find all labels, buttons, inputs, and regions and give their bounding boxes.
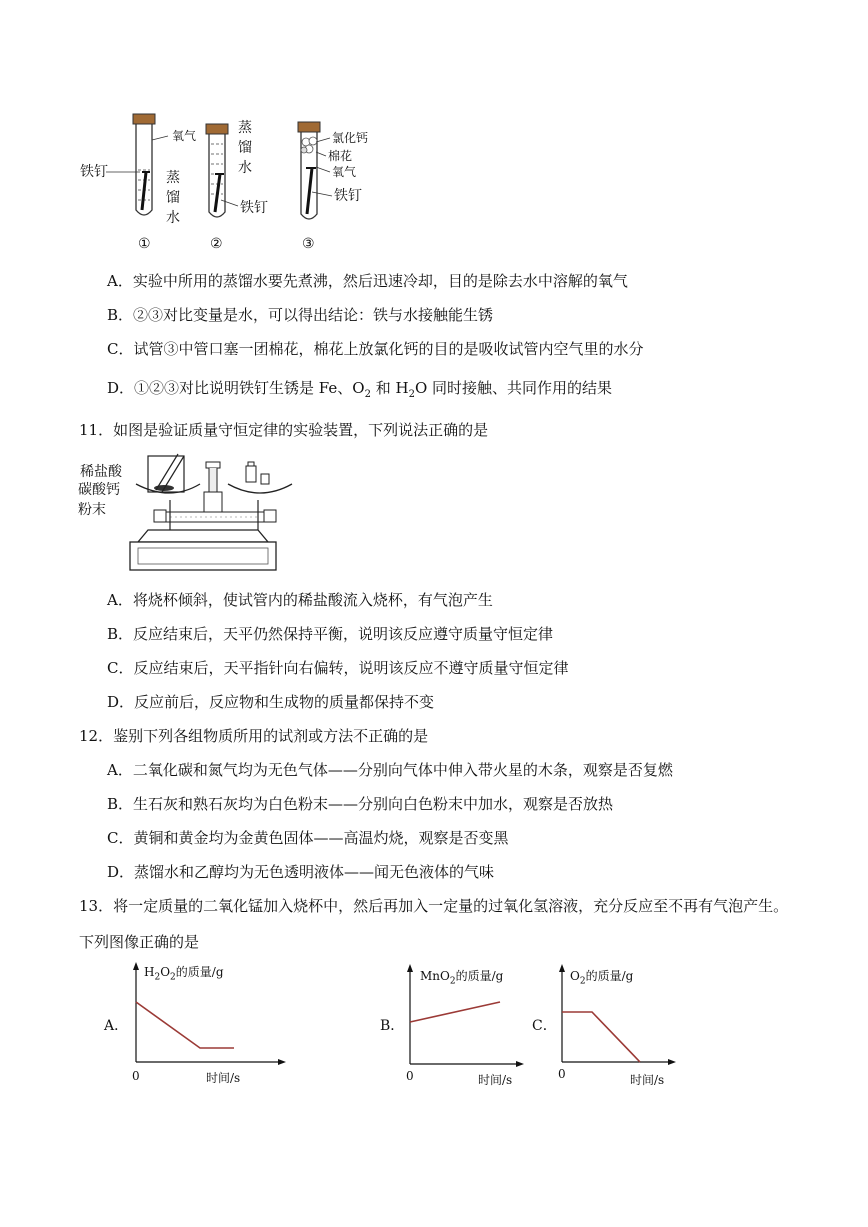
q10-option-c: [107, 339, 644, 359]
tube3-cotton-label: 棉花: [328, 149, 353, 163]
option-text: 反应结束后，天平指针向右偏转，说明该反应不遵守质量守恒定律: [133, 659, 569, 677]
option-text: 黄铜和黄金均为金黄色固体——高温灼烧，观察是否变黑: [133, 829, 509, 847]
option-text: 蒸馏水和乙醇均为无色透明液体——闻无色液体的气味: [134, 863, 495, 881]
tube3-nail-label: 铁钉: [334, 188, 362, 204]
option-letter: A．: [107, 761, 133, 779]
tube1-nail-label: 铁钉: [80, 164, 108, 180]
q10-option-a: [107, 271, 628, 291]
graph-a-line: [136, 1002, 234, 1048]
option-text: 实验中所用的蒸馏水要先煮沸，然后迅速冷却，目的是除去水中溶解的氧气: [132, 272, 628, 290]
tube1-water-label-1: 蒸: [166, 170, 180, 186]
option-letter: D．: [107, 693, 135, 711]
tube3-gas-label: 氧气: [332, 165, 357, 179]
graph-ylabel: $O_2$的质量/g: [570, 969, 634, 987]
q12-option-b: [107, 794, 613, 814]
graph-origin: 0: [132, 1069, 140, 1083]
option-text: 将烧杯倾斜，使试管内的稀盐酸流入烧杯，有气泡产生: [132, 591, 493, 609]
q12-option-a: [107, 760, 673, 780]
graph-xlabel: 时间/s: [630, 1073, 665, 1087]
option-text-mid: 和 H: [370, 379, 409, 397]
graph-b: [378, 962, 528, 1090]
q11-option-b: [107, 624, 553, 644]
q12-option-c: [107, 828, 509, 848]
graph-ylabel: $H_2O_2$的质量/g: [144, 965, 224, 983]
subscript: 2: [408, 389, 415, 400]
graph-xlabel: 时间/s: [478, 1073, 513, 1087]
graph-ylabel: MnO$_2$的质量/g: [420, 969, 504, 987]
q10-option-d: [107, 378, 612, 405]
graph-letter: A．: [104, 1018, 129, 1034]
q11-option-a: [107, 590, 493, 610]
option-text: ②③对比变量是水，可以得出结论：铁与水接触能生锈: [133, 306, 494, 324]
tube2-caption: ②: [210, 236, 223, 252]
tube3-cacl2-label: 氯化钙: [332, 131, 369, 145]
q11-option-d: [107, 692, 434, 712]
dilute-hcl-label: 稀盐酸: [80, 464, 122, 480]
option-text-pre: ①②③对比说明铁钉生锈是 Fe、O: [134, 379, 365, 397]
q11-stem: 11．如图是验证质量守恒定律的实验装置，下列说法正确的是: [79, 421, 489, 439]
tube2-water-label-2: 馏: [238, 140, 252, 156]
graph-origin: 0: [558, 1067, 566, 1081]
tube1-gas-label: 氧气: [172, 129, 197, 143]
option-text-post: O 同时接触、共同作用的结果: [414, 379, 613, 397]
q11-option-c: [107, 658, 569, 678]
graph-origin: 0: [406, 1069, 414, 1083]
tube2-water-label-1: 蒸: [238, 120, 252, 136]
option-letter: C．: [107, 340, 134, 358]
tube1-water-label-2: 馏: [166, 190, 180, 206]
balance-figure: [78, 452, 298, 576]
option-text: 生石灰和熟石灰均为白色粉末——分别向白色粉末中加水，观察是否放热: [133, 795, 614, 813]
option-text: 反应结束后，天平仍然保持平衡，说明该反应遵守质量守恒定律: [133, 625, 554, 643]
graph-xlabel: 时间/s: [206, 1071, 241, 1085]
option-letter: A．: [107, 272, 133, 290]
tube1-water-label-3: 水: [166, 210, 180, 226]
test-tube-figure: [70, 112, 430, 262]
tube3-caption: ③: [302, 236, 315, 252]
powder-label: 粉末: [78, 502, 106, 518]
option-letter: C．: [107, 659, 134, 677]
subscript: 2: [364, 389, 371, 400]
option-text: 反应前后，反应物和生成物的质量都保持不变: [134, 693, 435, 711]
graph-c-line: [562, 1012, 640, 1062]
option-letter: C．: [107, 829, 134, 847]
option-letter: B．: [107, 306, 134, 324]
option-letter: B．: [107, 795, 134, 813]
option-letter: B．: [107, 625, 134, 643]
graph-letter: B．: [380, 1018, 405, 1034]
q12-option-d: [107, 862, 494, 882]
tube1-caption: ①: [138, 236, 151, 252]
q10-option-b: [107, 305, 493, 325]
option-text: 二氧化碳和氮气均为无色气体——分别向气体中伸入带火星的木条，观察是否复燃: [132, 761, 673, 779]
q13-stem-line1: 13．将一定质量的二氧化锰加入烧杯中，然后再加入一定量的过氧化氢溶液，充分反应至不再有气泡产生。: [79, 897, 789, 915]
option-letter: D．: [107, 379, 135, 397]
option-text: 试管③中管口塞一团棉花，棉花上放氯化钙的目的是吸收试管内空气里的水分: [133, 340, 644, 358]
graph-b-line: [410, 1002, 500, 1022]
graph-c: [530, 962, 680, 1090]
caco3-label: 碳酸钙: [78, 482, 120, 498]
tube2-nail-label: 铁钉: [240, 200, 268, 216]
option-letter: A．: [107, 591, 133, 609]
graph-a: [100, 962, 290, 1090]
q13-stem-line2: 下列图像正确的是: [79, 933, 200, 951]
q12-stem: 12．鉴别下列各组物质所用的试剂或方法不正确的是: [79, 727, 429, 745]
tube2-water-label-3: 水: [238, 160, 252, 176]
option-letter: D．: [107, 863, 135, 881]
graph-letter: C．: [532, 1018, 557, 1034]
